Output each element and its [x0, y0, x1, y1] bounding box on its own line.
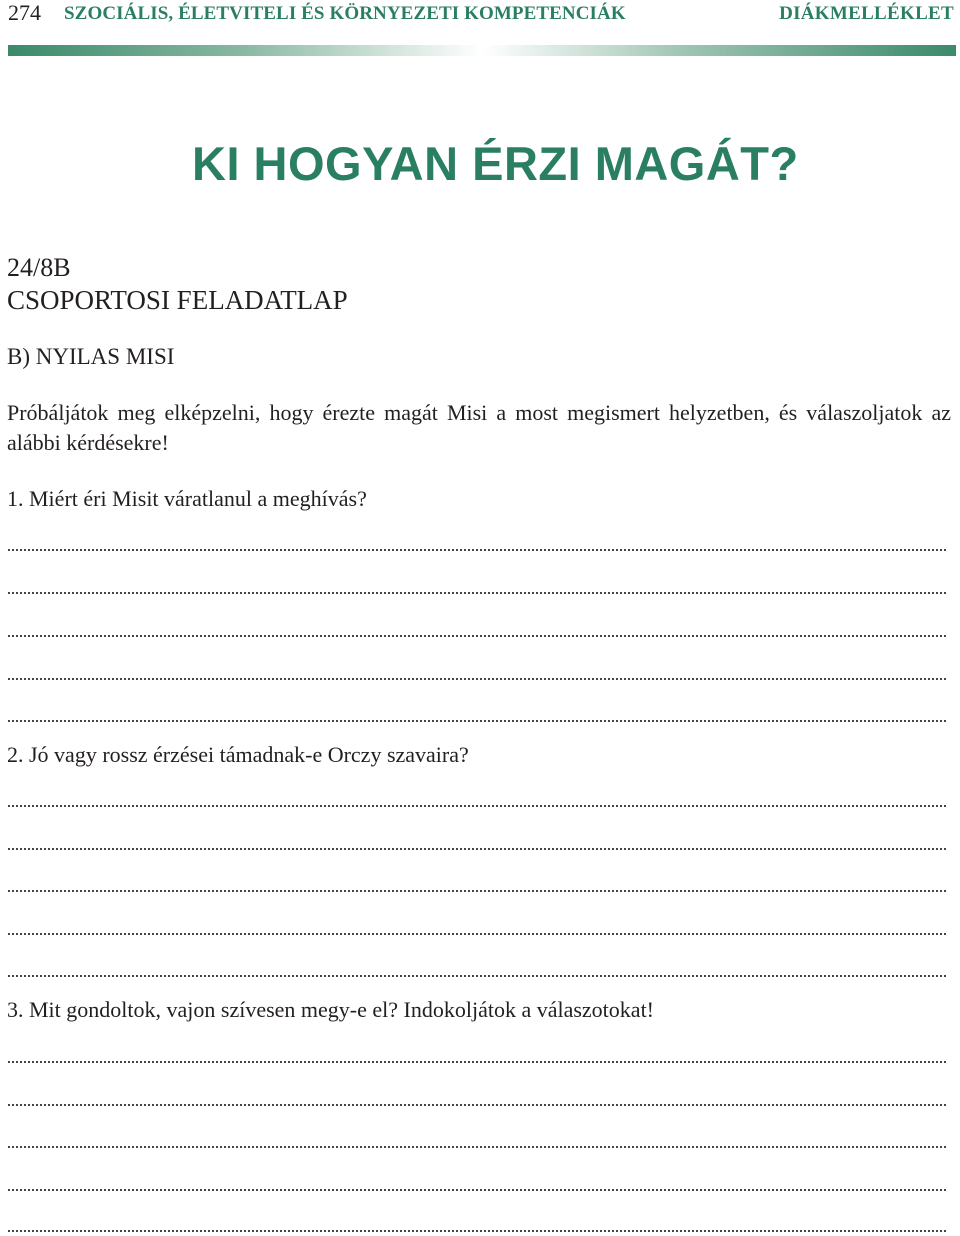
- intro-text: Próbáljátok meg elképzelni, hogy érezte magát Misi a most megismert helyzetben, és válaszoljatok az alábbi kérdésekre!: [7, 400, 951, 455]
- sheet-subheading: B) NYILAS MISI: [7, 344, 175, 369]
- page-title: KI HOGYAN ÉRZI MAGÁT?: [192, 137, 799, 190]
- answer-line[interactable]: [8, 720, 946, 722]
- page-number: 274: [8, 0, 41, 25]
- answer-line[interactable]: [8, 1230, 946, 1232]
- answer-line[interactable]: [8, 678, 946, 680]
- answer-line[interactable]: [8, 1104, 946, 1106]
- section-title: SZOCIÁLIS, ÉLETVITELI ÉS KÖRNYEZETI KOMPETENCIÁK: [64, 3, 626, 24]
- sheet-type: CSOPORTOSI FELADATLAP: [7, 285, 348, 315]
- answer-line[interactable]: [8, 890, 946, 892]
- page-header: [8, 0, 954, 30]
- header-rule: [8, 45, 956, 56]
- answer-line[interactable]: [8, 1146, 946, 1148]
- question-1: 1. Miért éri Misit váratlanul a meghívás?: [7, 486, 367, 511]
- appendix-label: DIÁKMELLÉKLET: [779, 3, 954, 24]
- answer-line[interactable]: [8, 848, 946, 850]
- answer-line[interactable]: [8, 1061, 946, 1063]
- sheet-id: 24/8B: [7, 253, 71, 282]
- answer-line[interactable]: [8, 549, 946, 551]
- answer-line[interactable]: [8, 805, 946, 807]
- answer-line[interactable]: [8, 975, 946, 977]
- answer-line[interactable]: [8, 635, 946, 637]
- answer-line[interactable]: [8, 933, 946, 935]
- answer-line[interactable]: [8, 592, 946, 594]
- answer-line[interactable]: [8, 1189, 946, 1191]
- question-3: 3. Mit gondoltok, vajon szívesen megy-e el? Indokoljátok a válaszotokat!: [7, 997, 655, 1022]
- question-2: 2. Jó vagy rossz érzései támadnak-e Orczy szavaira?: [7, 742, 469, 767]
